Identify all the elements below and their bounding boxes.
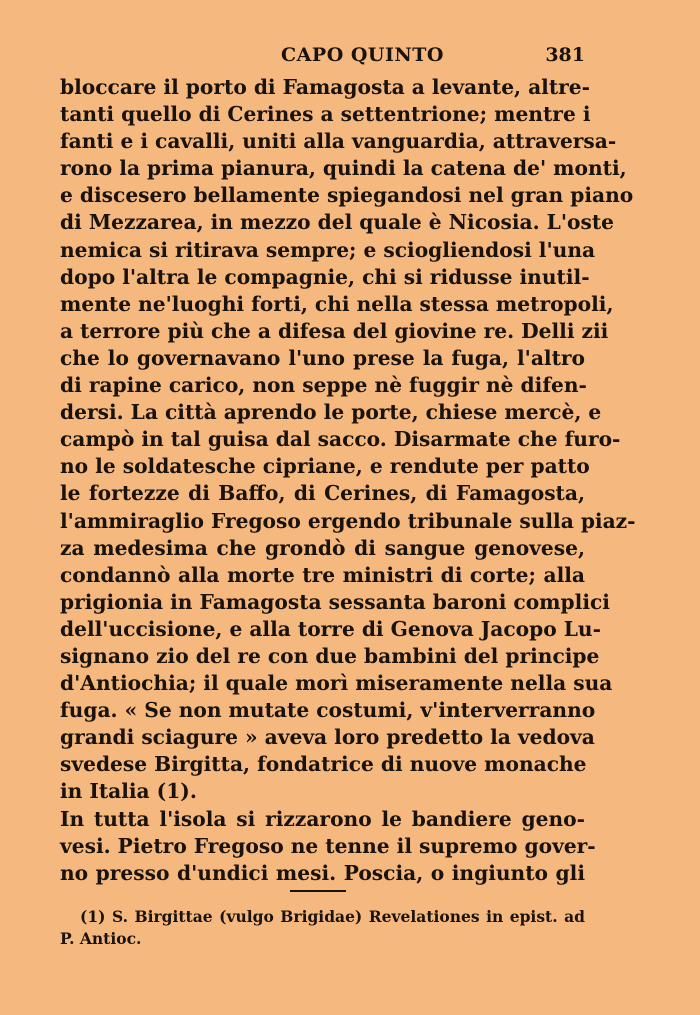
text-line: tanti quello di Cerines a settentrione; mentre i [60, 102, 591, 127]
text-line: no le soldatesche cipriane, e rendute per patto [60, 454, 590, 479]
text-line: svedese Birgitta, fondatrice di nuove monache [60, 752, 587, 777]
footnote-line: P. Antioc. [60, 929, 142, 948]
footnote-line: (1) S. Birgittae (vulgo Brigidae) Revelationes in epist. ad [80, 907, 585, 926]
text-line: prigionia in Famagosta sessanta baroni complici [60, 589, 610, 614]
footnote-separator [290, 890, 346, 892]
text-line: vesi. Pietro Fregoso ne tenne il supremo gover- [60, 833, 596, 858]
text-line: signano zio del re con due bambini del principe [60, 643, 600, 668]
text-line: rono la prima pianura, quindi la catena de' monti, [60, 156, 627, 181]
text-line: di Mezzarea, in mezzo del quale è Nicosia. L'oste [60, 210, 614, 235]
text-line: dersi. La città aprendo le porte, chiese mercè, e [60, 400, 602, 425]
text-line: in Italia (1). [60, 779, 197, 804]
text-line: di rapine carico, non seppe nè fuggir nè difen- [60, 373, 587, 398]
text-line: bloccare il porto di Famagosta a levante, altre- [60, 75, 591, 99]
text-line: dell'uccisione, e alla torre di Genova Jacopo Lu- [60, 616, 601, 641]
page-number: 381 [545, 44, 585, 66]
text-line: mente ne'luoghi forti, chi nella stessa metropoli, [60, 291, 614, 316]
text-line: le fortezze di Baffo, di Cerines, di Famagosta, [60, 481, 585, 506]
text-line: za medesima che grondò di sangue genovese, [60, 535, 585, 560]
text-line: d'Antiochia; il quale morì miseramente nella sua [60, 671, 613, 696]
text-line: no presso d'undici mesi. Poscia, o ingiunto gli [60, 860, 585, 885]
text-line: dopo l'altra le compagnie, chi si ridusse inutil- [60, 264, 590, 289]
text-line: che lo governavano l'uno prese la fuga, l'altro [60, 345, 585, 370]
text-line: nemica si ritirava sempre; e sciogliendosi l'una [60, 237, 596, 262]
text-line: l'ammiraglio Fregoso ergendo tribunale sulla piaz- [60, 508, 636, 533]
body-text [60, 74, 636, 887]
text-line: e discesero bellamente spiegandosi nel gran piano [60, 183, 634, 208]
text-line: grandi sciagure » aveva loro predetto la vedova [60, 725, 595, 750]
paragraph-2 [60, 806, 596, 887]
text-line: campò in tal guisa dal sacco. Disarmate che furo- [60, 427, 621, 452]
text-line: fanti e i cavalli, uniti alla vanguardia, attraversa- [60, 129, 617, 154]
text-line: a terrore più che a difesa del giovine re. Delli zii [60, 318, 609, 343]
text-line: fuga. « Se non mutate costumi, v'interverranno [60, 698, 596, 723]
page-header [60, 44, 585, 74]
text-line: condannò alla morte tre ministri di corte; alla [60, 562, 585, 587]
text-line: In tutta l'isola si rizzarono le bandiere geno- [60, 806, 585, 831]
paragraph-1 [60, 74, 636, 806]
running-head: CAPO QUINTO [281, 44, 444, 66]
footnote [60, 906, 585, 950]
